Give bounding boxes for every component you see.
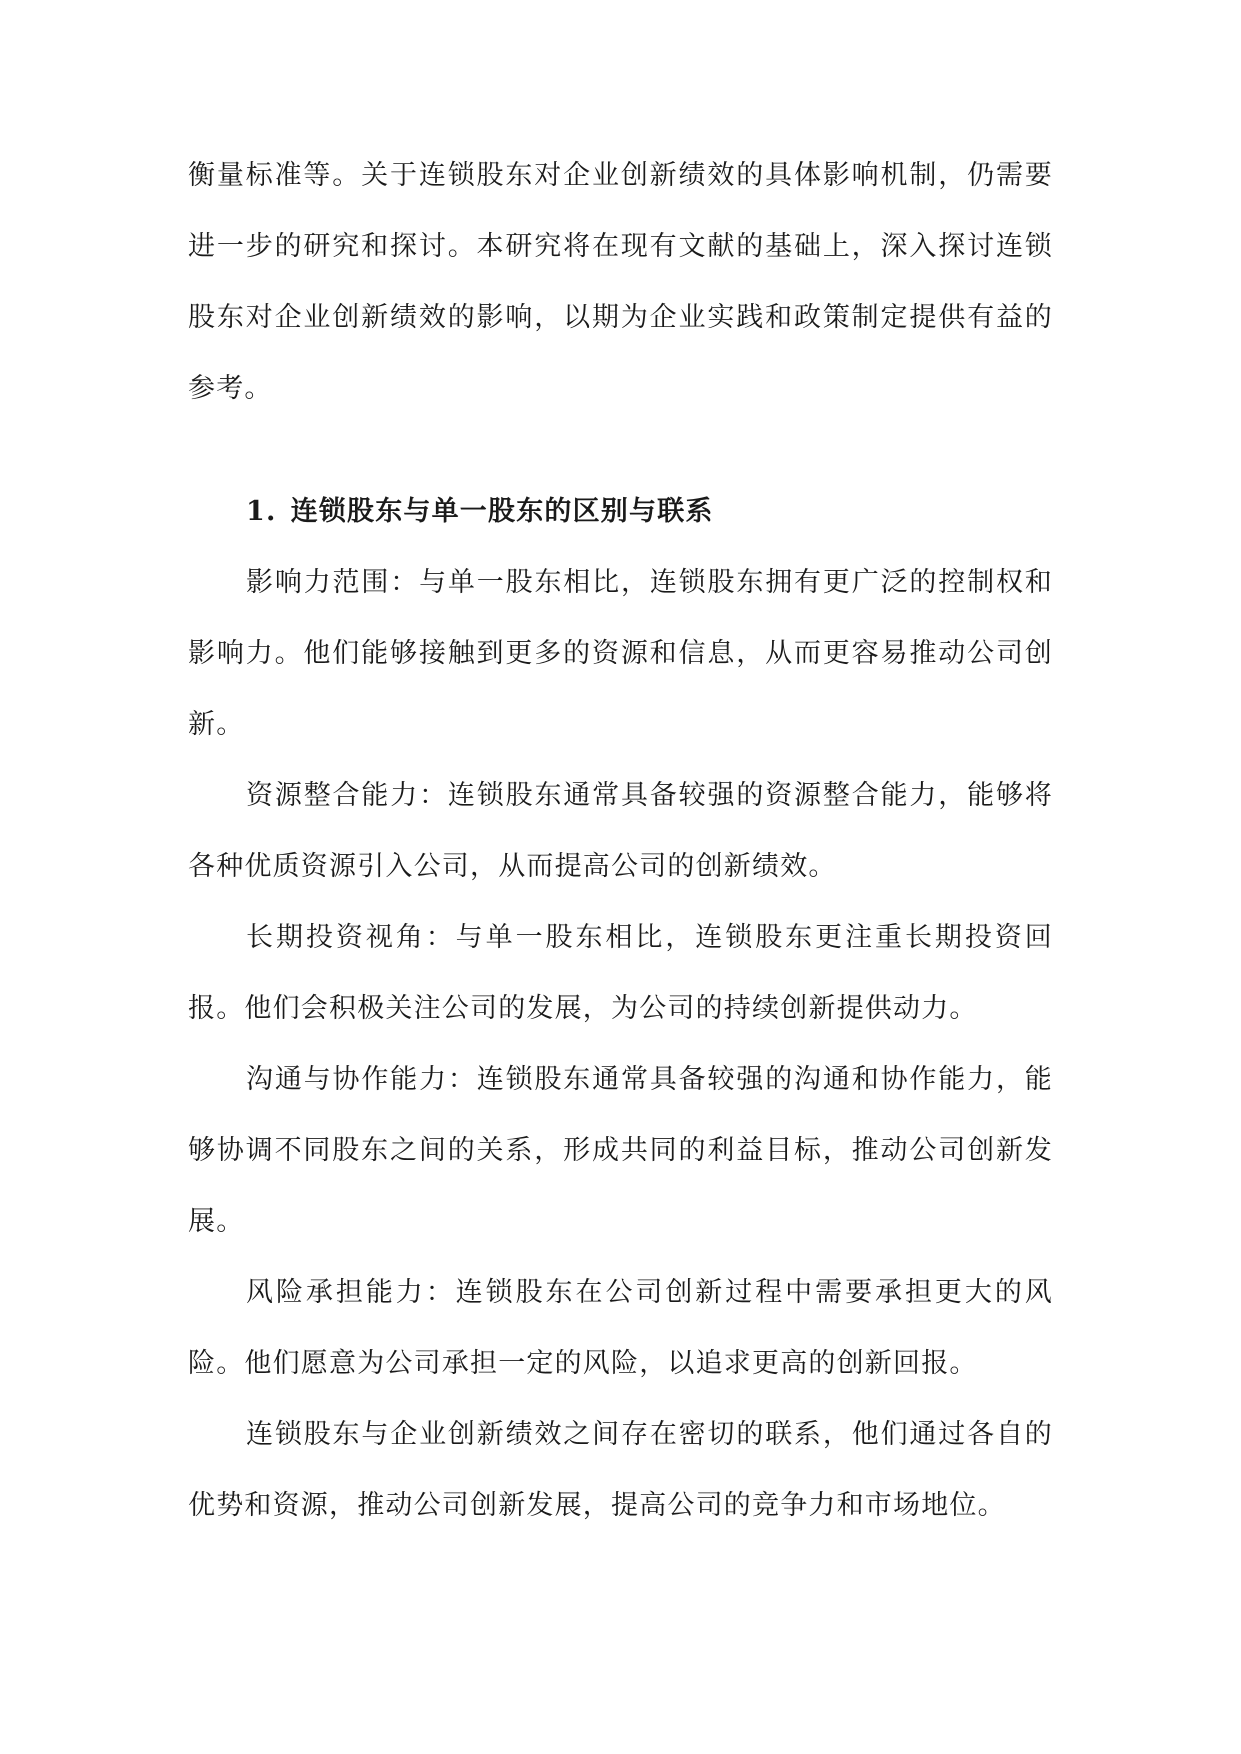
intro-paragraph: 衡量标准等。关于连锁股东对企业创新绩效的具体影响机制，仍需要进一步的研究和探讨。本研究将在现有文献的基础上，深入探讨连锁股东对企业创新绩效的影响，以期为企业实践和政策制定提供有益的参考。	[188, 160, 1053, 404]
paragraph-resource-integration: 资源整合能力：连锁股东通常具备较强的资源整合能力，能够将各种优质资源引入公司，从而提高公司的创新绩效。	[188, 780, 1053, 882]
paragraph-influence-scope: 影响力范围：与单一股东相比，连锁股东拥有更广泛的控制权和影响力。他们能够接触到更多的资源和信息，从而更容易推动公司创新。	[188, 567, 1053, 740]
paragraph-long-term-investment: 长期投资视角：与单一股东相比，连锁股东更注重长期投资回报。他们会积极关注公司的发展，为公司的持续创新提供动力。	[188, 922, 1053, 1024]
section-heading	[188, 476, 1053, 547]
section-title: 连锁股东与单一股东的区别与联系	[290, 496, 714, 527]
paragraph-risk-bearing: 风险承担能力：连锁股东在公司创新过程中需要承担更大的风险。他们愿意为公司承担一定的风险，以追求更高的创新回报。	[188, 1277, 1053, 1379]
section-number: 1.	[246, 496, 277, 527]
page-body	[188, 140, 1053, 1541]
section-spacer	[188, 424, 1053, 476]
paragraph-conclusion: 连锁股东与企业创新绩效之间存在密切的联系，他们通过各自的优势和资源，推动公司创新发展，提高公司的竞争力和市场地位。	[188, 1419, 1053, 1521]
paragraph-communication-collaboration: 沟通与协作能力：连锁股东通常具备较强的沟通和协作能力，能够协调不同股东之间的关系，形成共同的利益目标，推动公司创新发展。	[188, 1064, 1053, 1237]
